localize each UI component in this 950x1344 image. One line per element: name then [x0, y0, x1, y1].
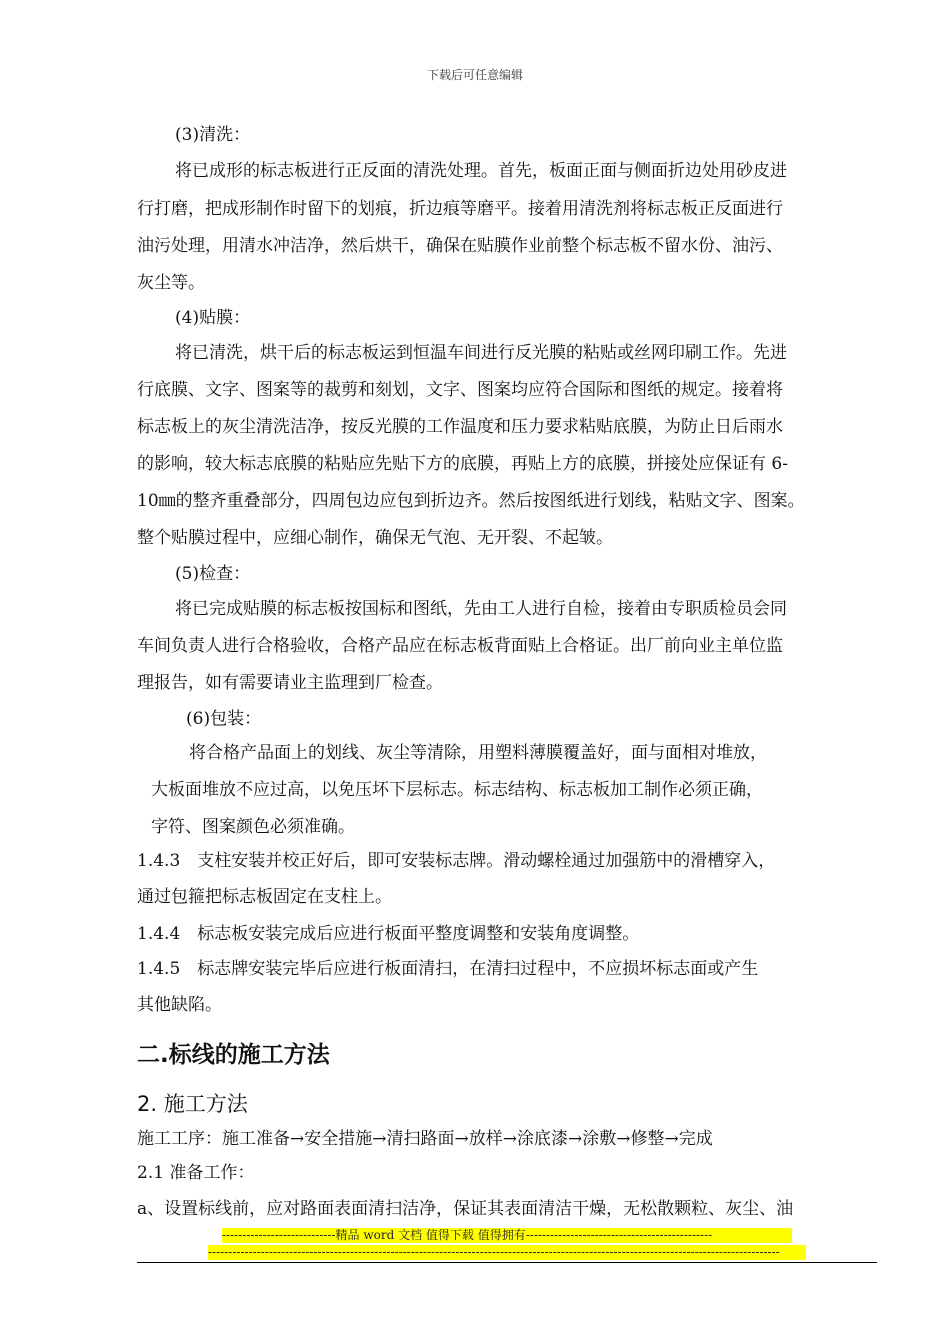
- heading-cleaning: (3)清洗：: [175, 125, 251, 145]
- body-line: 字符、图案颜色必须准确。: [151, 817, 355, 837]
- section-title: 二.标线的施工方法: [137, 1042, 330, 1068]
- body-line: 将已成形的标志板进行正反面的清洗处理。首先，板面正面与侧面折边处用砂皮进: [175, 161, 787, 181]
- body-line: 整个贴膜过程中，应细心制作，确保无气泡、无开裂、不起皱。: [137, 528, 613, 548]
- body-line: 行打磨，把成形制作时留下的划痕，折边痕等磨平。接着用清洗剂将标志板正反面进行: [137, 199, 783, 219]
- item-1-4-4: 1.4.4 标志板安装完成后应进行板面平整度调整和安装角度调整。: [137, 924, 640, 944]
- heading-packing: (6)包装：: [186, 709, 262, 729]
- body-line: 大板面堆放不应过高，以免压坏下层标志。标志结构、标志板加工制作必须正确，: [151, 780, 763, 800]
- process-sequence: 施工工序：施工准备→安全措施→清扫路面→放样→涂底漆→涂敷→修整→完成: [137, 1129, 713, 1149]
- heading-check: (5)检查：: [175, 564, 251, 584]
- body-line: 将已清洗，烘干后的标志板运到恒温车间进行反光膜的粘贴或丝网印刷工作。先进: [175, 343, 787, 363]
- body-line: 理报告，如有需要请业主监理到厂检查。: [137, 673, 443, 693]
- page-header: 下载后可任意编辑: [426, 68, 523, 82]
- item-1-4-5: 1.4.5 标志牌安装完毕后应进行板面清扫，在清扫过程中，不应损坏标志面或产生: [137, 959, 759, 979]
- body-line: 通过包箍把标志板固定在支柱上。: [137, 887, 392, 907]
- body-line: 将已完成贴膜的标志板按国标和图纸，先由工人进行自检，接着由专职质检员会同: [175, 599, 787, 619]
- heading-preparation: 2.1 准备工作：: [137, 1163, 255, 1183]
- body-line: 车间负责人进行合格验收，合格产品应在标志板背面贴上合格证。出厂前向业主单位监: [137, 636, 783, 656]
- footer-banner: ----------------------------精品 word 文档 值得下载 值得拥有----------------------------------------------: [222, 1228, 792, 1243]
- body-line: 10㎜的整齐重叠部分，四周包边应包到折边齐。然后按图纸进行划线，粘贴文字、图案。: [137, 491, 805, 511]
- body-line: 标志板上的灰尘清洗洁净，按反光膜的工作温度和压力要求粘贴底膜，为防止日后雨水: [137, 417, 783, 437]
- heading-film: (4)贴膜：: [175, 308, 251, 328]
- item-1-4-3: 1.4.3 支柱安装并校正好后，即可安装标志牌。滑动螺栓通过加强筋中的滑槽穿入，: [137, 851, 776, 871]
- body-line: 行底膜、文字、图案等的裁剪和刻划，文字、图案均应符合国际和图纸的规定。接着将: [137, 380, 783, 400]
- body-line: 将合格产品面上的划线、灰尘等清除，用塑料薄膜覆盖好，面与面相对堆放，: [189, 743, 767, 763]
- body-line: 灰尘等。: [137, 273, 205, 293]
- body-line: 油污处理，用清水冲洁净，然后烘干，确保在贴膜作业前整个标志板不留水份、油污、: [137, 236, 783, 256]
- footer-divider: [137, 1262, 877, 1263]
- subsection-title: 2. 施工方法: [137, 1092, 248, 1116]
- body-line: 的影响，较大标志底膜的粘贴应先贴下方的底膜，再贴上方的底膜，拼接处应保证有 6-: [137, 454, 788, 474]
- body-line: 其他缺陷。: [137, 995, 222, 1015]
- footer-dash-band: ---------------------------------------------------------------------------------------------------------------------------------------------: [208, 1245, 806, 1260]
- body-line: a、设置标线前，应对路面表面清扫洁净，保证其表面清洁干燥，无松散颗粒、灰尘、油: [137, 1199, 794, 1219]
